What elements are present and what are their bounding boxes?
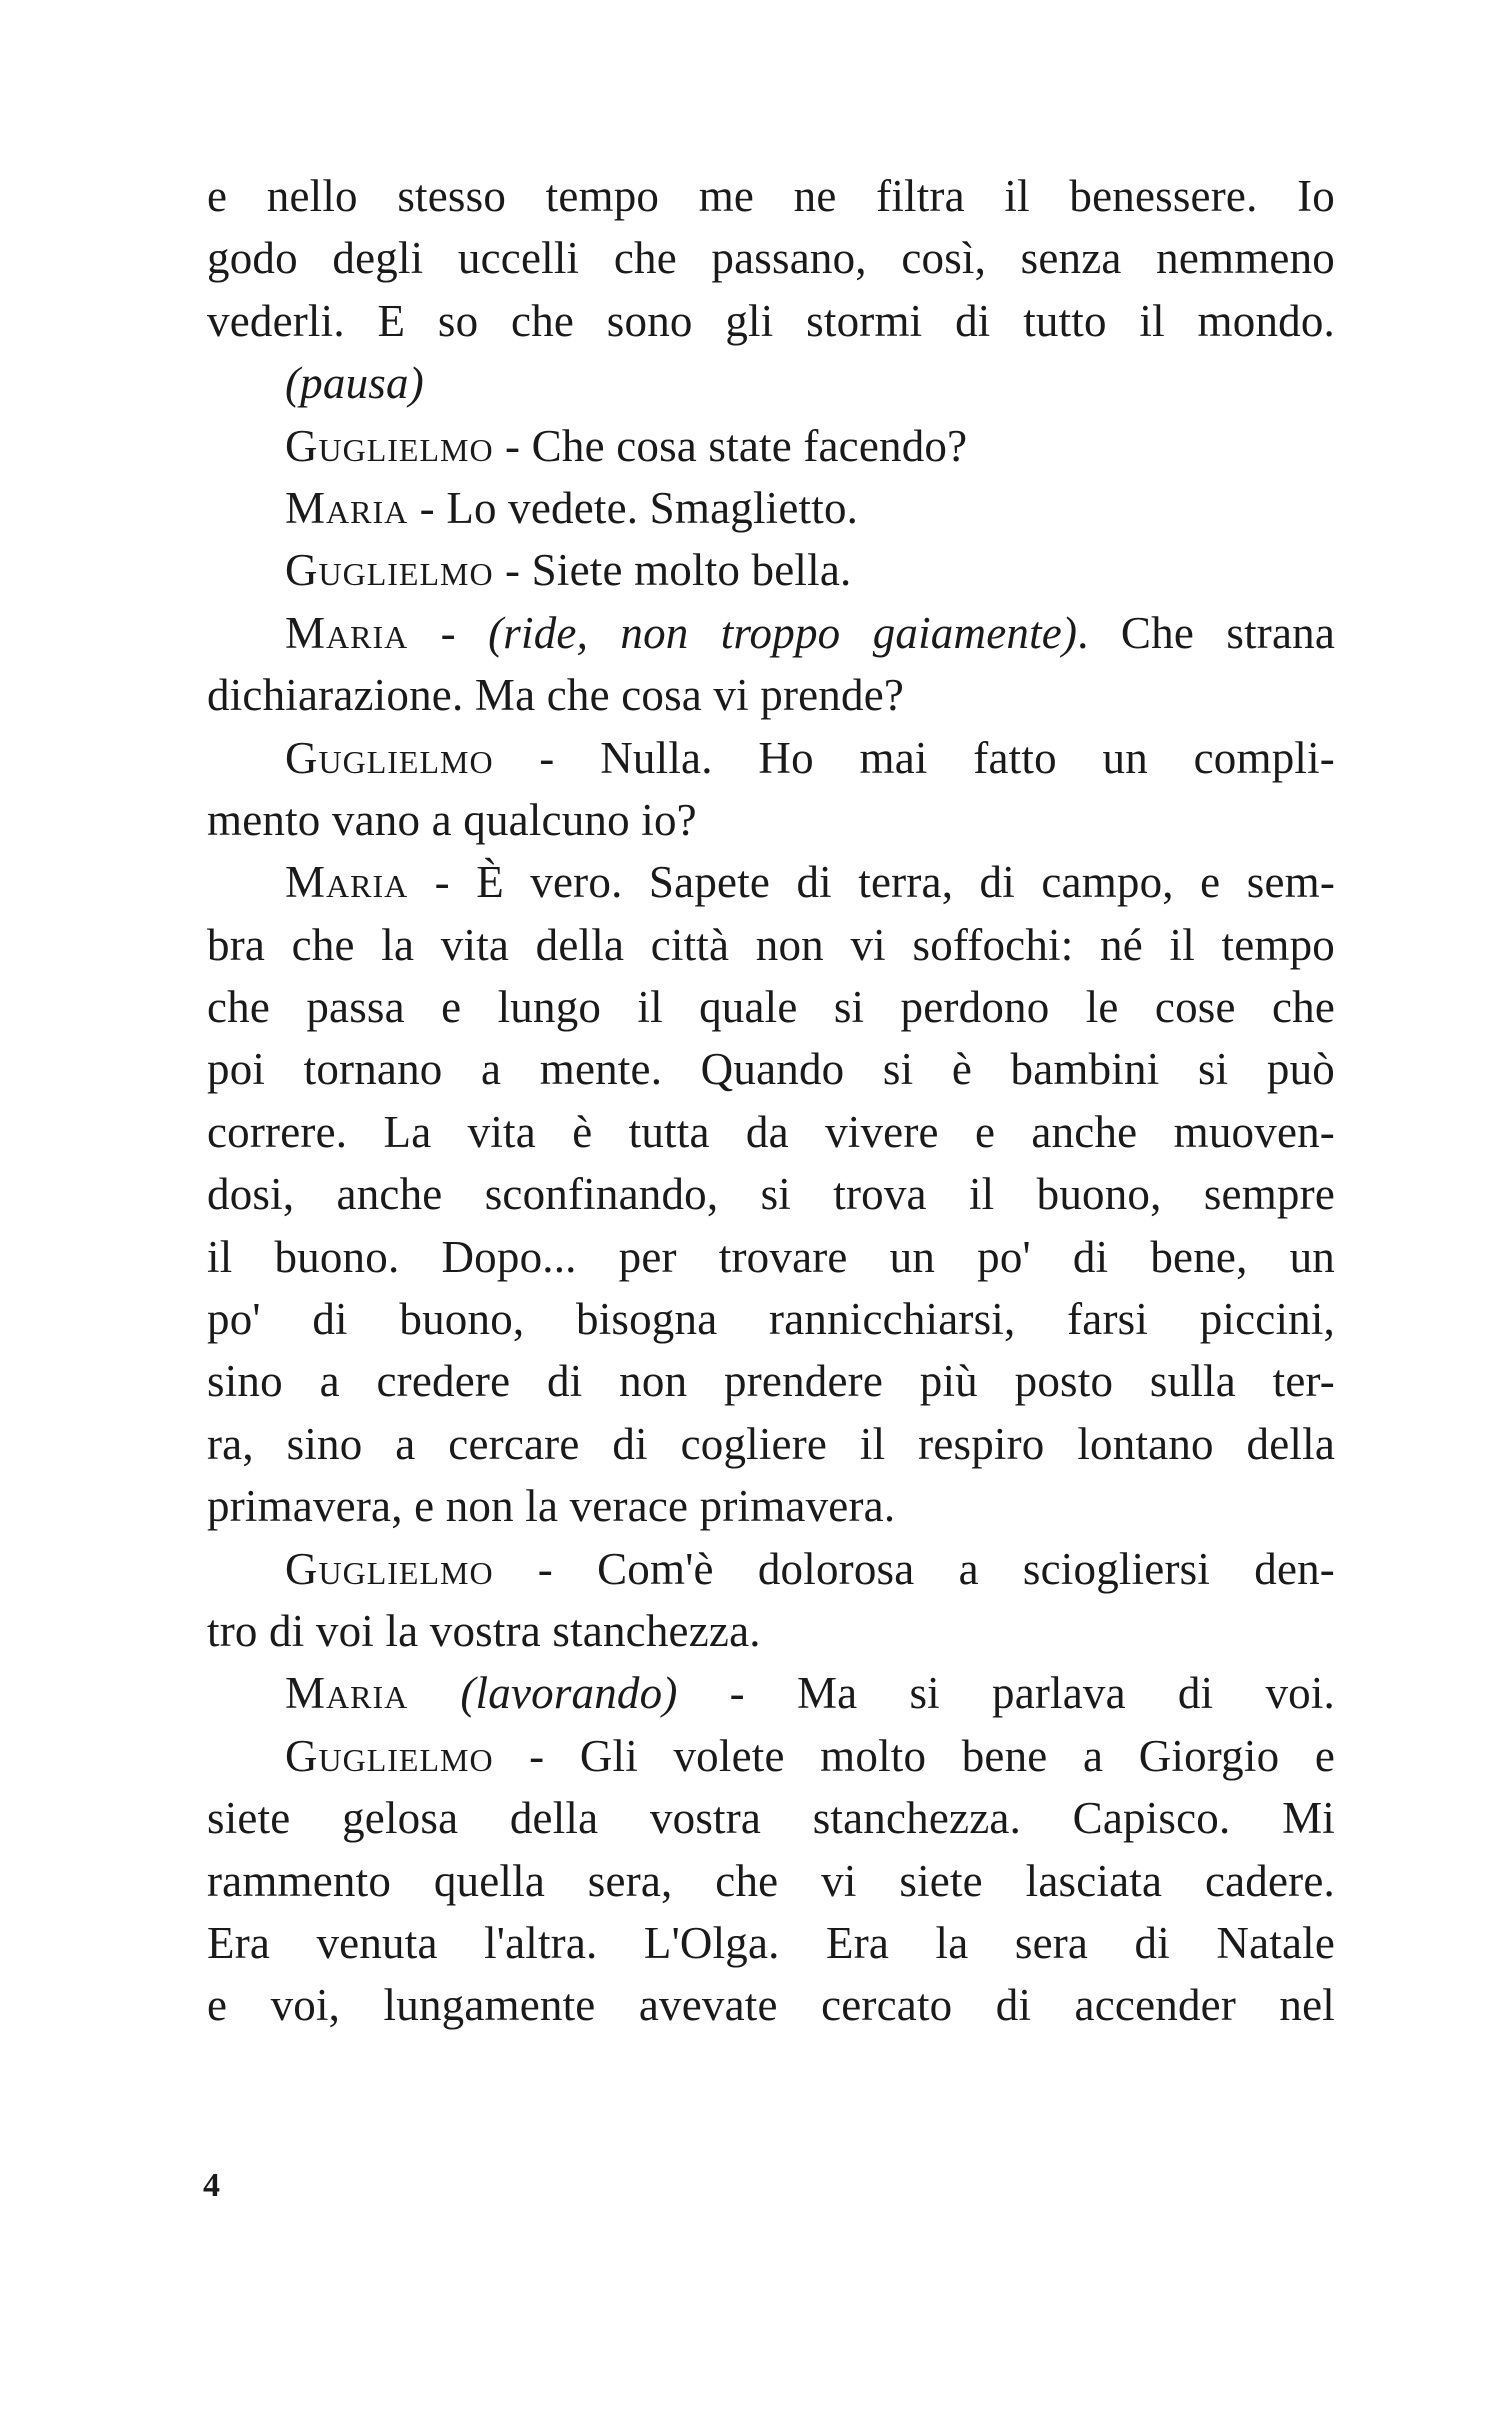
text-line: poi tornano a mente. Quando si è bambini si può [207, 1044, 1335, 1095]
speaker-name: Guglielmo [285, 1730, 494, 1781]
dialogue-line: Guglielmo - Nulla. Ho mai fatto un compli- [285, 732, 1335, 783]
stage-direction: (lavorando) [460, 1668, 678, 1719]
text-block [207, 165, 1335, 2037]
text-line: che passa e lungo il quale si perdono le cose che [207, 982, 1335, 1033]
text-line: rammento quella sera, che vi siete lasciata cadere. [207, 1855, 1335, 1906]
stage-direction: (pausa) [285, 358, 424, 409]
speaker-name: Maria [285, 1668, 409, 1719]
text-line: godo degli uccelli che passano, così, senza nemmeno [207, 233, 1335, 284]
text-line: mento vano a qualcuno io? [207, 794, 697, 845]
dialogue-line: Maria - (ride, non troppo gaiamente). Che strana [285, 607, 1336, 658]
text-line: primavera, e non la verace primavera. [207, 1481, 896, 1532]
text-line: siete gelosa della vostra stanchezza. Capisco. Mi [207, 1793, 1335, 1844]
speaker-name: Maria [285, 857, 409, 908]
text-line: Era venuta l'altra. L'Olga. Era la sera di Natale [207, 1917, 1335, 1968]
dialogue-line: Maria (lavorando) - Ma si parlava di voi. [285, 1668, 1335, 1719]
text-line: po' di buono, bisogna rannicchiarsi, farsi piccini, [207, 1294, 1335, 1345]
speaker-name: Guglielmo [285, 1543, 494, 1594]
text-line: tro di voi la vostra stanchezza. [207, 1605, 761, 1656]
text-line: sino a credere di non prendere più posto sulla ter- [207, 1356, 1335, 1407]
speaker-name: Guglielmo [285, 732, 494, 783]
dialogue-line: Guglielmo - Com'è dolorosa a sciogliersi den- [285, 1543, 1335, 1594]
text-line: dichiarazione. Ma che cosa vi prende? [207, 670, 905, 721]
speaker-name: Maria [285, 482, 409, 533]
dialogue-line: Guglielmo - Che cosa state facendo? [285, 420, 968, 471]
stage-direction: (ride, non troppo gaiamente) [488, 607, 1078, 658]
text-line: vederli. E so che sono gli stormi di tutto il mondo. [207, 295, 1335, 346]
text-line: correre. La vita è tutta da vivere e anche muoven- [207, 1106, 1335, 1157]
text-line: bra che la vita della città non vi soffochi: né il tempo [207, 919, 1335, 970]
text-line: dosi, anche sconfinando, si trova il buono, sempre [207, 1169, 1335, 1220]
speaker-name: Guglielmo [285, 545, 494, 596]
dialogue-line: Maria - Lo vedete. Smaglietto. [285, 482, 859, 533]
page-number: 4 [203, 2167, 220, 2204]
text-line: e voi, lungamente avevate cercato di accender nel [207, 1980, 1335, 2031]
dialogue-line: Guglielmo - Siete molto bella. [285, 545, 852, 596]
dialogue-line: Maria - È vero. Sapete di terra, di campo, e sem- [285, 857, 1335, 908]
speaker-name: Maria [285, 607, 409, 658]
text-line: il buono. Dopo... per trovare un po' di bene, un [207, 1231, 1335, 1282]
dialogue-line: Guglielmo - Gli volete molto bene a Giorgio e [285, 1730, 1335, 1781]
text-line: e nello stesso tempo me ne filtra il benessere. Io [207, 171, 1335, 221]
speaker-name: Guglielmo [285, 420, 494, 471]
text-line: ra, sino a cercare di cogliere il respiro lontano della [207, 1418, 1335, 1469]
